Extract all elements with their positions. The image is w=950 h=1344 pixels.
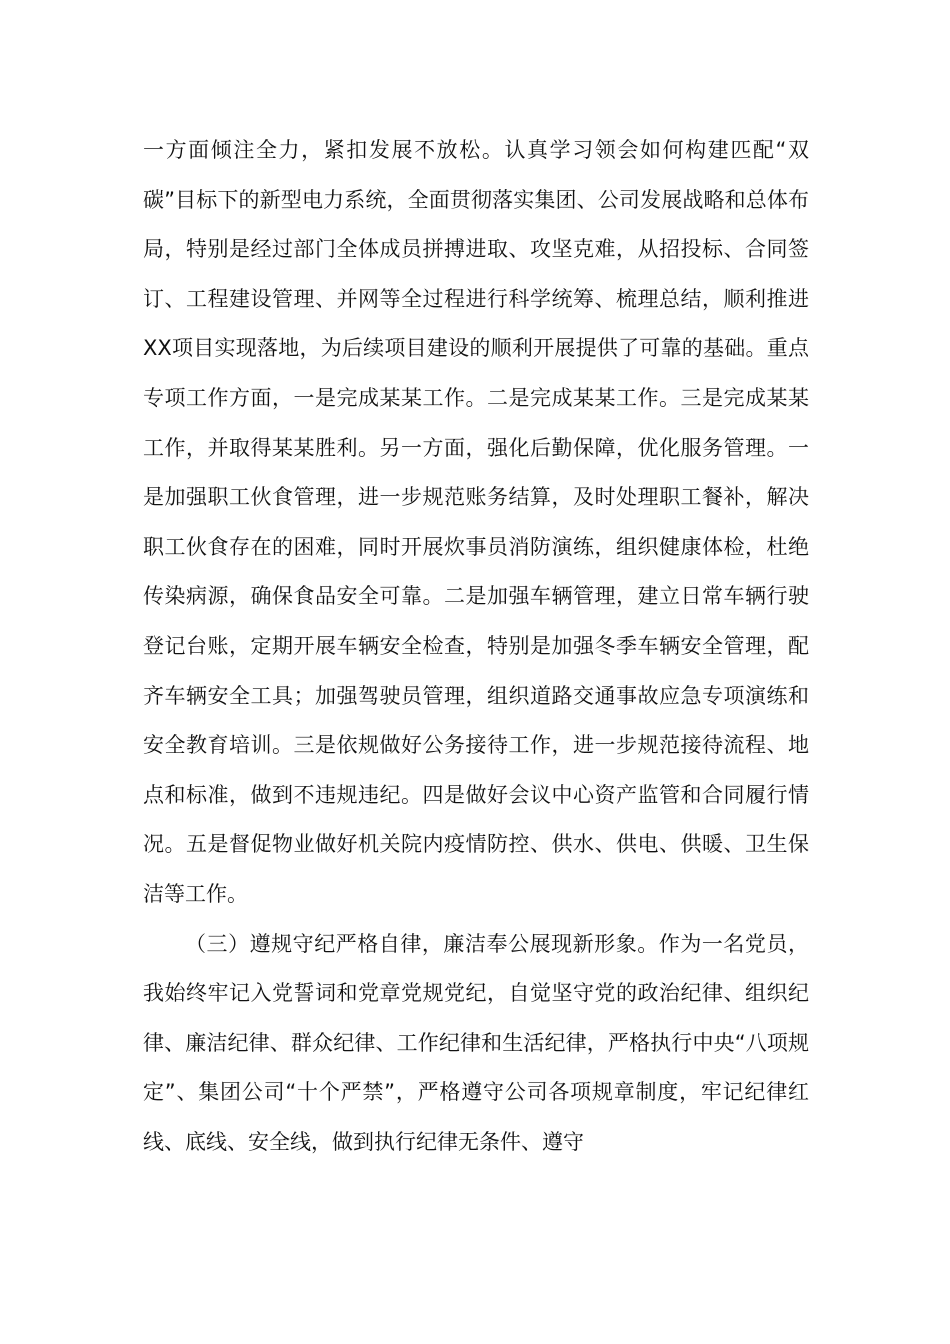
document-body <box>143 126 809 1167</box>
paragraph-work-summary: 一方面倾注全力，紧扣发展不放松。认真学习领会如何构建匹配“双碳”目标下的新型电力系统，全面贯彻落实集团、公司发展战略和总体布局，特别是经过部门全体成员拼搏进取、攻坚克难，从招投标、合同签订、工程建设管理、并网等全过程进行科学统筹、梳理总结，顺利推进XX项目实现落地，为后续项目建设的顺利开展提供了可靠的基础。重点专项工作方面，一是完成某某工作。二是完成某某工作。三是完成某某工作，并取得某某胜利。另一方面，强化后勤保障，优化服务管理。一是加强职工伙食管理，进一步规范账务结算，及时处理职工餐补，解决职工伙食存在的困难，同时开展炊事员消防演练，组织健康体检，杜绝传染病源，确保食品安全可靠。二是加强车辆管理，建立日常车辆行驶登记台账，定期开展车辆安全检查，特别是加强冬季车辆安全管理，配齐车辆安全工具；加强驾驶员管理，组织道路交通事故应急专项演练和安全教育培训。三是依规做好公务接待工作，进一步规范接待流程、地点和标准，做到不违规违纪。四是做好会议中心资产监管和合同履行情况。五是督促物业做好机关院内疫情防控、供水、供电、供暖、卫生保洁等工作。 <box>143 138 809 906</box>
paragraph-discipline: （三）遵规守纪严格自律，廉洁奉公展现新形象。作为一名党员，我始终牢记入党誓词和党章党规党纪，自觉坚守党的政治纪律、组织纪律、廉洁纪律、群众纪律、工作纪律和生活纪律，严格执行中央“八项规定”、集团公司“十个严禁”，严格遵守公司各项规章制度，牢记纪律红线、底线、安全线，做到执行纪律无条件、遵守 <box>143 931 809 1154</box>
